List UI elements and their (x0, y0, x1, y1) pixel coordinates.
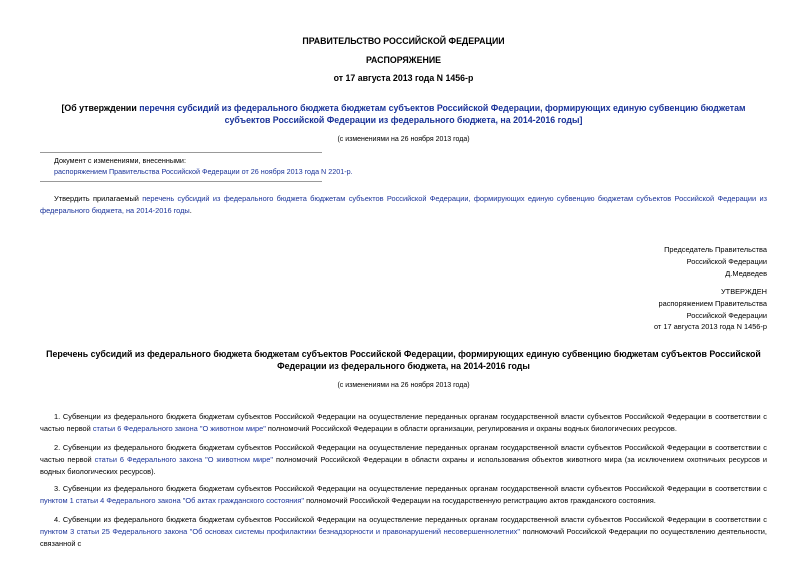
signature-block (664, 244, 767, 279)
title-link[interactable]: перечня субсидий из федерального бюджета бюджетам субъектов Российской Федерации, формирующих единую субвенцию бюджетам субъектов Российской Федерации из федерального бюджета, на 2014-2016 годы (139, 103, 746, 125)
list-changes-note: (с изменениями на 26 ноября 2013 года) (337, 382, 470, 389)
list-item-text-end: полномочий Российской Федерации на государственную регистрацию актов гражданского состояния. (304, 496, 656, 506)
document-date: от 17 августа 2013 года N 1456-р (333, 73, 474, 83)
list-item-link[interactable]: статьи 6 Федерального закона "О животном мире" (94, 455, 273, 465)
list-item-text: 1. Субвенции из федерального бюджета бюджетам субъектов Российской Федерации на осуществление переданных органам государственной власти субъектов Российской Федерации в соответствии с частью первой (40, 412, 767, 434)
approved-line-2: распоряжением Правительства (658, 298, 767, 308)
signature-line-1: Председатель Правительства (664, 245, 767, 254)
intro-text: Утвердить прилагаемый (54, 194, 143, 203)
divider-bottom (40, 181, 322, 182)
list-item-text: 4. Субвенции из федерального бюджета бюджетам субъектов Российской Федерации на осуществление переданных органам государственной власти субъектов Российской Федерации в соответствии с (54, 515, 767, 524)
approved-line-4: от 17 августа 2013 года N 1456-р (653, 322, 767, 332)
list-title: Перечень субсидий из федерального бюджета бюджетам субъектов Российской Федерации, формирующих единую субвенцию бюджетам субъектов Российской Федерации из федерального бюджета, на 2014-2016 годы (46, 349, 761, 371)
list-item (40, 483, 767, 507)
list-item (40, 514, 767, 551)
amendment-label: Документ с изменениями, внесенными: (54, 156, 186, 165)
approved-line-1: УТВЕРЖДЕН (720, 287, 767, 296)
amendment-note (54, 155, 353, 177)
list-item-text: 2. Субвенции из федерального бюджета бюджетам субъектов Российской Федерации на осуществление переданных органам государственной власти субъектов Российской Федерации в соответствии с частью первой (40, 443, 767, 465)
list-item-link[interactable]: пунктом 1 статьи 4 Федерального закона "Об актах гражданского состояния" (40, 496, 305, 506)
list-item-text-end: полномочий Российской Федерации в области охраны и использования объектов животного мира (за исключением охотничьих ресурсов и водных биологических ресурсов). (40, 455, 767, 477)
document-type-heading: РАСПОРЯЖЕНИЕ (365, 55, 442, 65)
signature-line-3: Д.Медведев (725, 268, 767, 278)
list-item (40, 442, 767, 479)
list-item-text: 3. Субвенции из федерального бюджета бюджетам субъектов Российской Федерации на осуществление переданных органам государственной власти субъектов Российской Федерации в соответствии с (54, 484, 767, 493)
list-item-text-end: полномочий Российской Федерации по осуществлению деятельности, связанной с (40, 527, 767, 549)
approved-block (654, 286, 767, 333)
list-item-text-end: полномочий Российской Федерации в области организации, регулирования и охраны водных биологических ресурсов. (265, 424, 677, 434)
document-title (40, 102, 767, 126)
amendment-link[interactable]: распоряжением Правительства Российской Федерации от 26 ноября 2013 года N 2201-р. (54, 167, 353, 176)
divider-top (40, 152, 322, 153)
changes-note: (с изменениями на 26 ноября 2013 года) (337, 136, 470, 143)
title-close-bracket: ] (579, 115, 583, 125)
list-item-link[interactable]: статьи 6 Федерального закона "О животном мире" (92, 424, 266, 434)
government-heading: ПРАВИТЕЛЬСТВО РОССИЙСКОЙ ФЕДЕРАЦИИ (302, 36, 505, 46)
approved-line-3: Российской Федерации (686, 310, 767, 320)
list-item (40, 411, 767, 435)
title-open-bracket: [Об утверждении (61, 103, 140, 113)
intro-end: . (189, 206, 192, 215)
intro-paragraph (40, 193, 767, 217)
signature-line-2: Российской Федерации (686, 256, 767, 266)
list-item-link[interactable]: пунктом 3 статьи 25 Федерального закона "Об основах системы профилактики безнадзорности и правонарушений несовершеннолетних" (40, 527, 520, 537)
intro-link[interactable]: перечень субсидий из федерального бюджета бюджетам субъектов Российской Федерации, формирующих единую субвенцию бюджетам субъектов Российской Федерации из федерального бюджета, на 2014-2016 годы (40, 194, 768, 215)
